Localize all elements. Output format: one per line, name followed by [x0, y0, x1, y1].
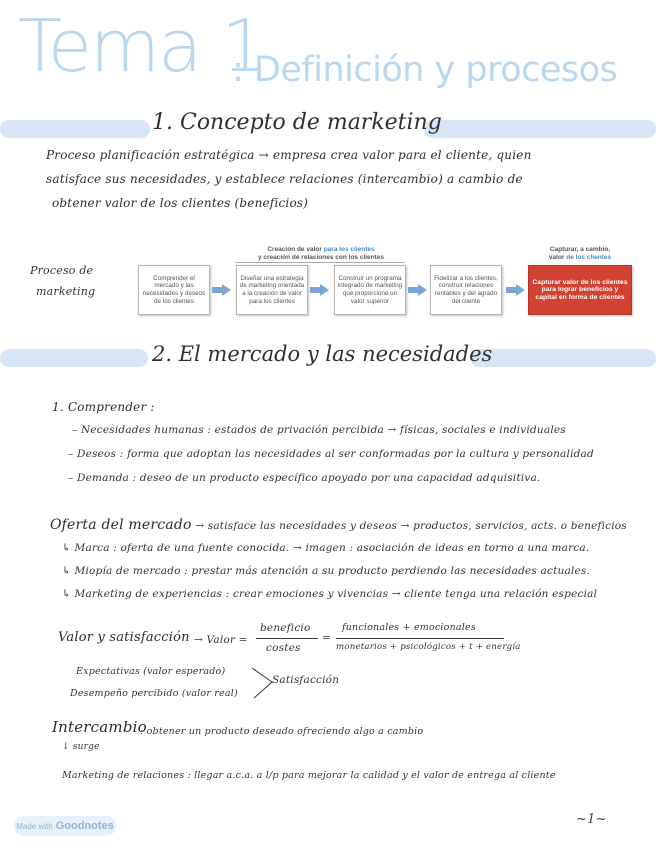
surge-text: ↓ surge	[62, 742, 100, 752]
badge-prefix: Made with	[16, 821, 53, 831]
oferta-title: Oferta del mercado	[50, 517, 192, 533]
diagram-box-loyalty: Fidelizar a los clientes, construir relaciones rentables y del agrado del cliente	[430, 265, 502, 315]
page-subtitle: : Definición y procesos	[232, 50, 618, 90]
concept-line-2: satisface sus necesidades, y establece relaciones (intercambio) a cambio de	[46, 172, 523, 186]
diagram-box-program: Construir un programa integrado de marketing que proporcione un valor superior	[334, 265, 406, 315]
fraction2-line	[336, 638, 504, 639]
diagram-arrow-4	[516, 284, 525, 296]
diagram-header-create-text: Creación de valor	[267, 246, 324, 253]
badge-brand: Goodnotes	[55, 820, 114, 832]
comprender-label: 1. Comprender :	[52, 400, 155, 414]
fraction2-numerator: funcionales + emocionales	[342, 622, 476, 633]
diagram-header-create-line2: y creación de relaciones con los clientes	[257, 253, 385, 261]
diagram-header-capture-highlight: de los clientes	[566, 253, 612, 261]
page-title: Tema 1	[18, 4, 265, 88]
section-heading-mercado: 2. El mercado y las necesidades	[152, 342, 493, 366]
heading2-bar-left	[0, 349, 148, 367]
oferta-line	[50, 514, 627, 533]
diagram-label-line1: Proceso de	[30, 264, 94, 277]
diagram-box-understand: Comprender el mercado y las necesidades y deseos de los clientes	[138, 265, 210, 315]
oferta-item-miopia: ↳ Miopía de mercado : prestar más atención a su producto perdiendo las necesidades actuales.	[62, 565, 591, 577]
diagram-box-design: Diseñar una estrategia de marketing orientada a la creación de valor para los clientes	[236, 265, 308, 315]
diagram-arrow-1	[222, 284, 231, 296]
comprender-item-deseos: – Deseos : forma que adoptan las necesidades al ser conformadas por la cultura y personalidad	[68, 448, 594, 460]
expectativas-text: Expectativas (valor esperado)	[76, 666, 226, 677]
heading-bar-right	[424, 120, 656, 138]
fraction1-line	[256, 638, 318, 639]
comprender-item-demanda: – Demanda : deseo de un producto específico apoyado por una capacidad adquisitiva.	[68, 472, 541, 484]
diagram-box-capture: Capturar valor de los clientes para lograr beneficios y capital en forma de clientes	[528, 265, 632, 315]
diagram-label-line2: marketing	[36, 285, 96, 298]
diagram-arrow-3	[418, 284, 427, 296]
oferta-item-experiencias: ↳ Marketing de experiencias : crear emociones y vivencias → cliente tenga una relación especial	[62, 588, 598, 600]
diagram-header-capture-line1: Capturar, a cambio,	[549, 246, 611, 253]
concept-line-3: obtener valor de los clientes (beneficios)	[52, 196, 309, 210]
diagram-header-capture	[526, 246, 634, 261]
fraction1-denominator: costes	[266, 642, 301, 654]
intercambio-text: : obtener un producto deseado ofreciendo algo a cambio	[140, 726, 424, 737]
heading-bar-left	[0, 120, 150, 138]
fraction2-denominator: monetarios + psicológicos + t + energía	[336, 642, 521, 652]
diagram-header-rule	[235, 262, 405, 263]
fraction1-numerator: beneficio	[260, 622, 311, 634]
desempeno-text: Desempeño percibido (valor real)	[70, 688, 238, 699]
intercambio-title: Intercambio	[52, 718, 147, 736]
diagram-header-capture-line2: valor	[548, 253, 567, 261]
valor-arrow: → Valor =	[194, 634, 248, 646]
page-number: ~1~	[576, 812, 607, 827]
diagram-header-create-highlight: para los clientes	[323, 246, 375, 253]
comprender-item-necesidades: – Necesidades humanas : estados de privación percibida → físicas, sociales e individuales	[72, 424, 566, 436]
heading2-bar-right	[470, 349, 656, 367]
diagram-header-create	[236, 246, 406, 261]
section-heading-concepto: 1. Concepto de marketing	[152, 110, 442, 135]
oferta-item-marca: ↳ Marca : oferta de una fuente conocida. → imagen : asociación de ideas en torno a una marca.	[62, 542, 590, 554]
oferta-rest: → satisface las necesidades y deseos → productos, servicios, acts. o beneficios	[191, 520, 627, 532]
concept-line-1: Proceso planificación estratégica → empresa crea valor para el cliente, quien	[46, 148, 532, 162]
relaciones-text: Marketing de relaciones : llegar a.c.a. a l/p para mejorar la calidad y el valor de entrega al cliente	[62, 770, 556, 781]
diagram-arrow-2	[320, 284, 329, 296]
satisfaccion-text: Satisfacción	[272, 674, 340, 686]
made-with-badge	[14, 816, 116, 836]
fraction-equals: =	[322, 632, 331, 644]
valor-label: Valor y satisfacción	[58, 630, 190, 645]
